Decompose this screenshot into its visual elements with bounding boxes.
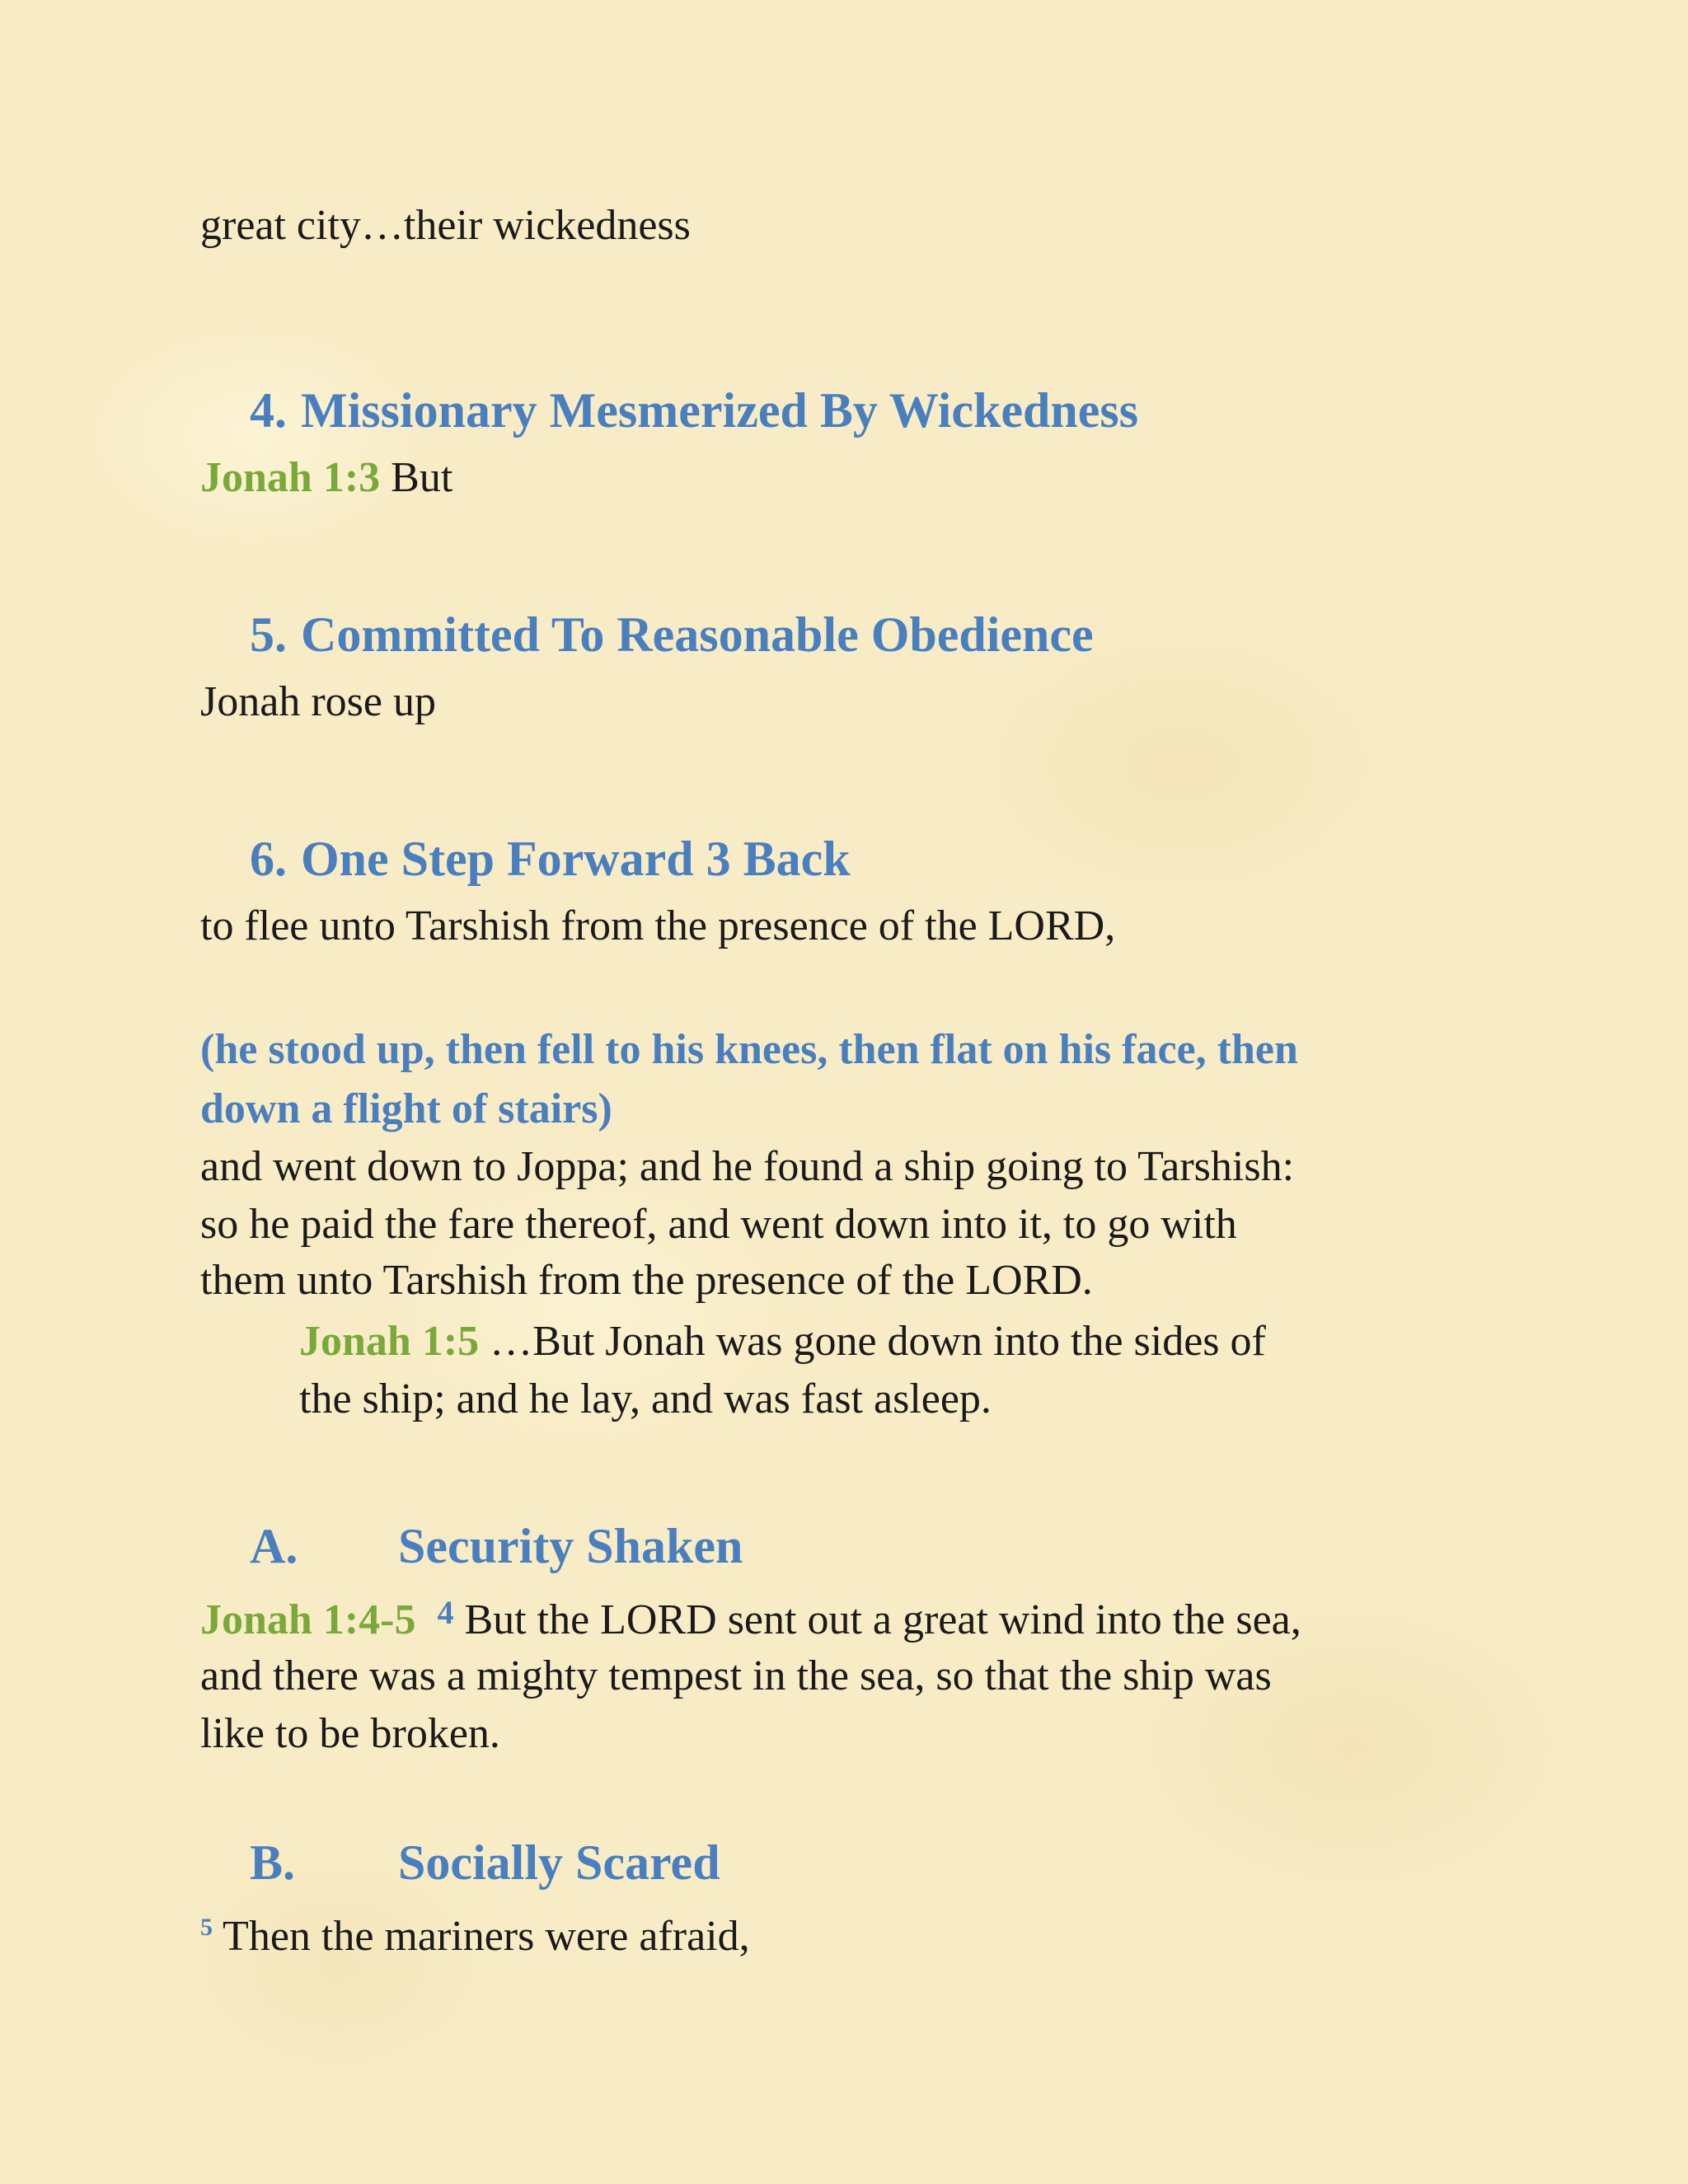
heading-6-title: One Step Forward 3 Back [301, 832, 851, 886]
heading-6 [250, 829, 851, 888]
section-4-body: But [380, 454, 453, 501]
heading-4 [250, 381, 1138, 440]
section-b-text-1: Then the mariners were afraid, [213, 1913, 750, 1960]
section-4-text [200, 448, 452, 508]
scripture-ref: Jonah 1:4-5 [200, 1596, 416, 1643]
heading-b-letter: B. [250, 1835, 296, 1890]
intro-line: great city…their wickedness [200, 202, 691, 249]
scripture-ref: Jonah 1:3 [200, 454, 381, 501]
heading-5-title: Committed To Reasonable Obedience [301, 607, 1094, 662]
verse-number: 4 [437, 1594, 454, 1631]
heading-6-number: 6. [250, 832, 287, 886]
continuation-line-2: so he paid the fare thereof, and went down into it, to go with [200, 1201, 1237, 1248]
scripture-ref: Jonah 1:5 [299, 1318, 480, 1365]
heading-b [250, 1833, 720, 1892]
quote-text-1: …But Jonah was gone down into the sides of [479, 1318, 1266, 1365]
section-5-body: Jonah rose up [200, 678, 436, 725]
heading-a-title: Security Shaken [398, 1519, 743, 1573]
heading-5 [250, 605, 1094, 664]
verse-number: 5 [200, 1914, 213, 1941]
continuation-line-3: them unto Tarshish from the presence of the LORD. [200, 1257, 1093, 1304]
heading-5-number: 5. [250, 607, 287, 662]
quote-line-2: the ship; and he lay, and was fast asleep. [299, 1376, 992, 1422]
section-a-line-2: and there was a mighty tempest in the sea, so that the ship was [200, 1652, 1272, 1699]
heading-4-title: Missionary Mesmerized By Wickedness [301, 383, 1139, 438]
section-b-line-1 [200, 1907, 750, 1972]
heading-b-title: Socially Scared [398, 1835, 720, 1890]
quote-line-1 [299, 1312, 1266, 1371]
section-a-line-1 [200, 1591, 1301, 1652]
aside-line-2: down a flight of stairs) [200, 1085, 612, 1132]
section-a-text-1: But the LORD sent out a great wind into the sea, [453, 1596, 1301, 1643]
aside-line-1: (he stood up, then fell to his knees, then flat on his face, then [200, 1026, 1298, 1073]
continuation-line-1: and went down to Joppa; and he found a ship going to Tarshish: [200, 1143, 1295, 1190]
heading-4-number: 4. [250, 383, 287, 438]
heading-a [250, 1516, 743, 1576]
heading-a-letter: A. [250, 1519, 298, 1573]
section-6-body: to flee unto Tarshish from the presence of the LORD, [200, 902, 1116, 949]
section-a-line-3: like to be broken. [200, 1710, 500, 1757]
